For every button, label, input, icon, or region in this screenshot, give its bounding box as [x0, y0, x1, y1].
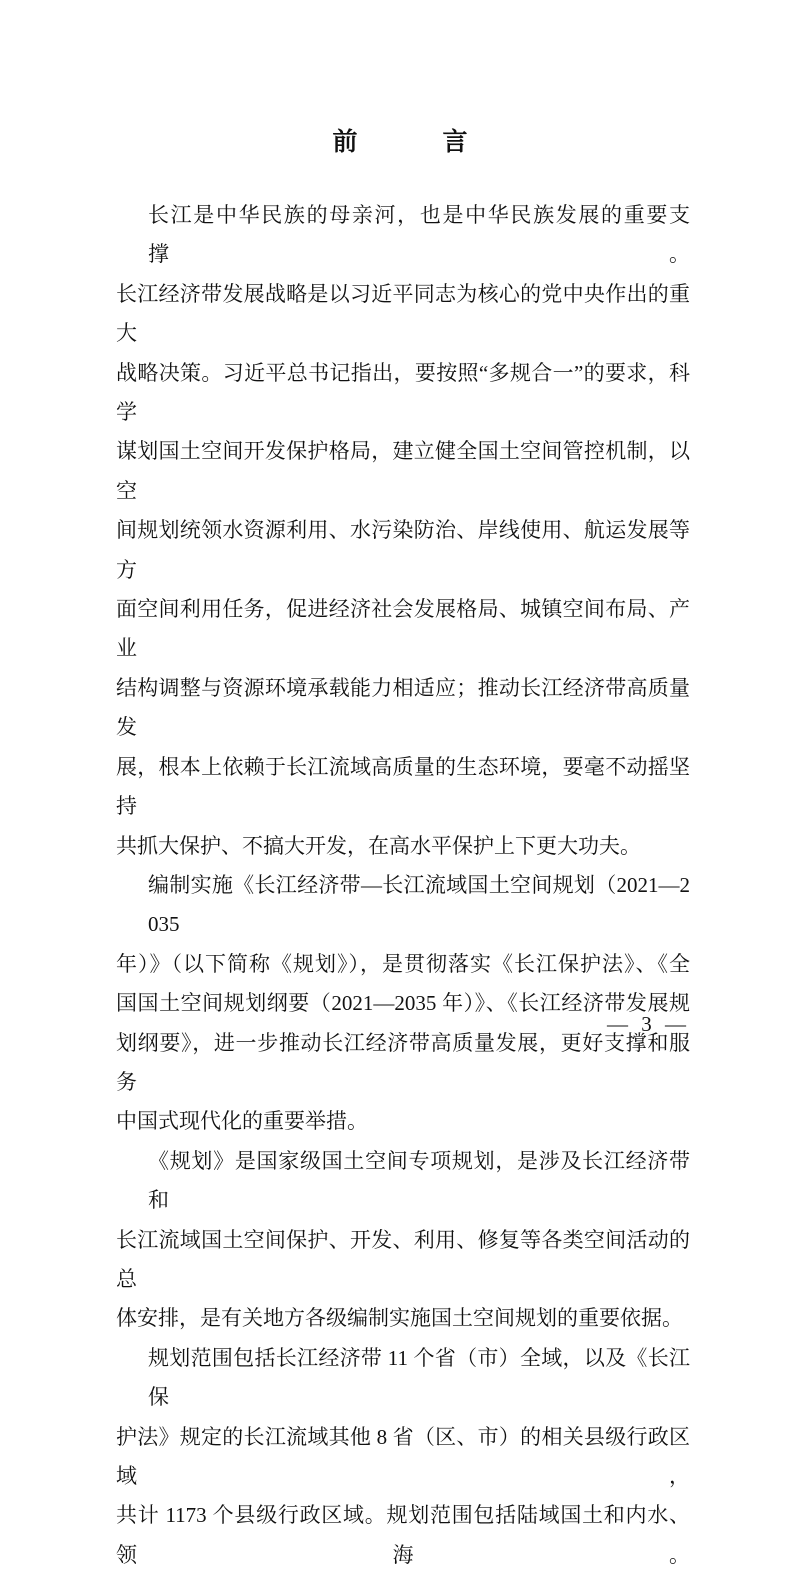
text-line: 年）》（以下简称《规划》），是贯彻落实《长江保护法》、《全: [116, 951, 690, 976]
text-line: 结构调整与资源环境承载能力相适应；推动长江经济带高质量发: [116, 675, 690, 740]
text-line: 划纲要》，进一步推动长江经济带高质量发展，更好支撑和服务: [116, 1030, 690, 1094]
text-line: 间规划统领水资源利用、水污染防治、岸线使用、航运发展等方: [116, 518, 690, 582]
text-line: 共抓大保护、不搞大开发，在高水平保护上下更大功夫。: [116, 833, 641, 858]
text-line: 规划范围包括长江经济带 11 个省（市）全域，以及《长江保: [148, 1345, 690, 1410]
text-line: 编制实施《长江经济带—长江流域国土空间规划（2021—2035: [148, 872, 690, 937]
text-line: 面空间利用任务，促进经济社会发展格局、城镇空间布局、产业: [116, 597, 690, 661]
text-line: 长江经济带发展战略是以习近平同志为核心的党中央作出的重大: [116, 281, 690, 346]
text-line: 国国土空间规划纲要（2021—2035 年）》、《长江经济带发展规: [116, 991, 690, 1016]
text-line: 长江流域国土空间保护、开发、利用、修复等各类空间活动的总: [116, 1227, 690, 1291]
text-line: 共计 1173 个县级行政区域。规划范围包括陆域国土和内水、领海。: [116, 1503, 690, 1567]
text-line: 长江是中华民族的母亲河，也是中华民族发展的重要支撑。: [148, 203, 690, 267]
paragraph: [116, 196, 690, 866]
text-line: 《规划》是国家级国土空间专项规划，是涉及长江经济带和: [148, 1148, 690, 1213]
paragraph: [116, 1142, 690, 1339]
paragraph: [116, 1339, 690, 1575]
text-line: 护法》规定的长江流域其他 8 省（区、市）的相关县级行政区域，: [116, 1424, 690, 1488]
text-line: 中国式现代化的重要举措。: [116, 1109, 368, 1134]
text-line: 谋划国土空间开发保护格局，建立健全国土空间管控机制，以空: [116, 439, 690, 503]
page-title: 前 言: [332, 129, 498, 156]
text-line: 展，根本上依赖于长江流域高质量的生态环境，要毫不动摇坚持: [116, 754, 690, 819]
text-line: 体安排，是有关地方各级编制实施国土空间规划的重要依据。: [116, 1306, 683, 1331]
paragraph: [116, 866, 690, 1142]
page-number: — 3 —: [607, 1012, 690, 1036]
text-line: 战略决策。习近平总书记指出，要按照“多规合一”的要求，科学: [116, 360, 690, 425]
document-body: [116, 196, 690, 1575]
